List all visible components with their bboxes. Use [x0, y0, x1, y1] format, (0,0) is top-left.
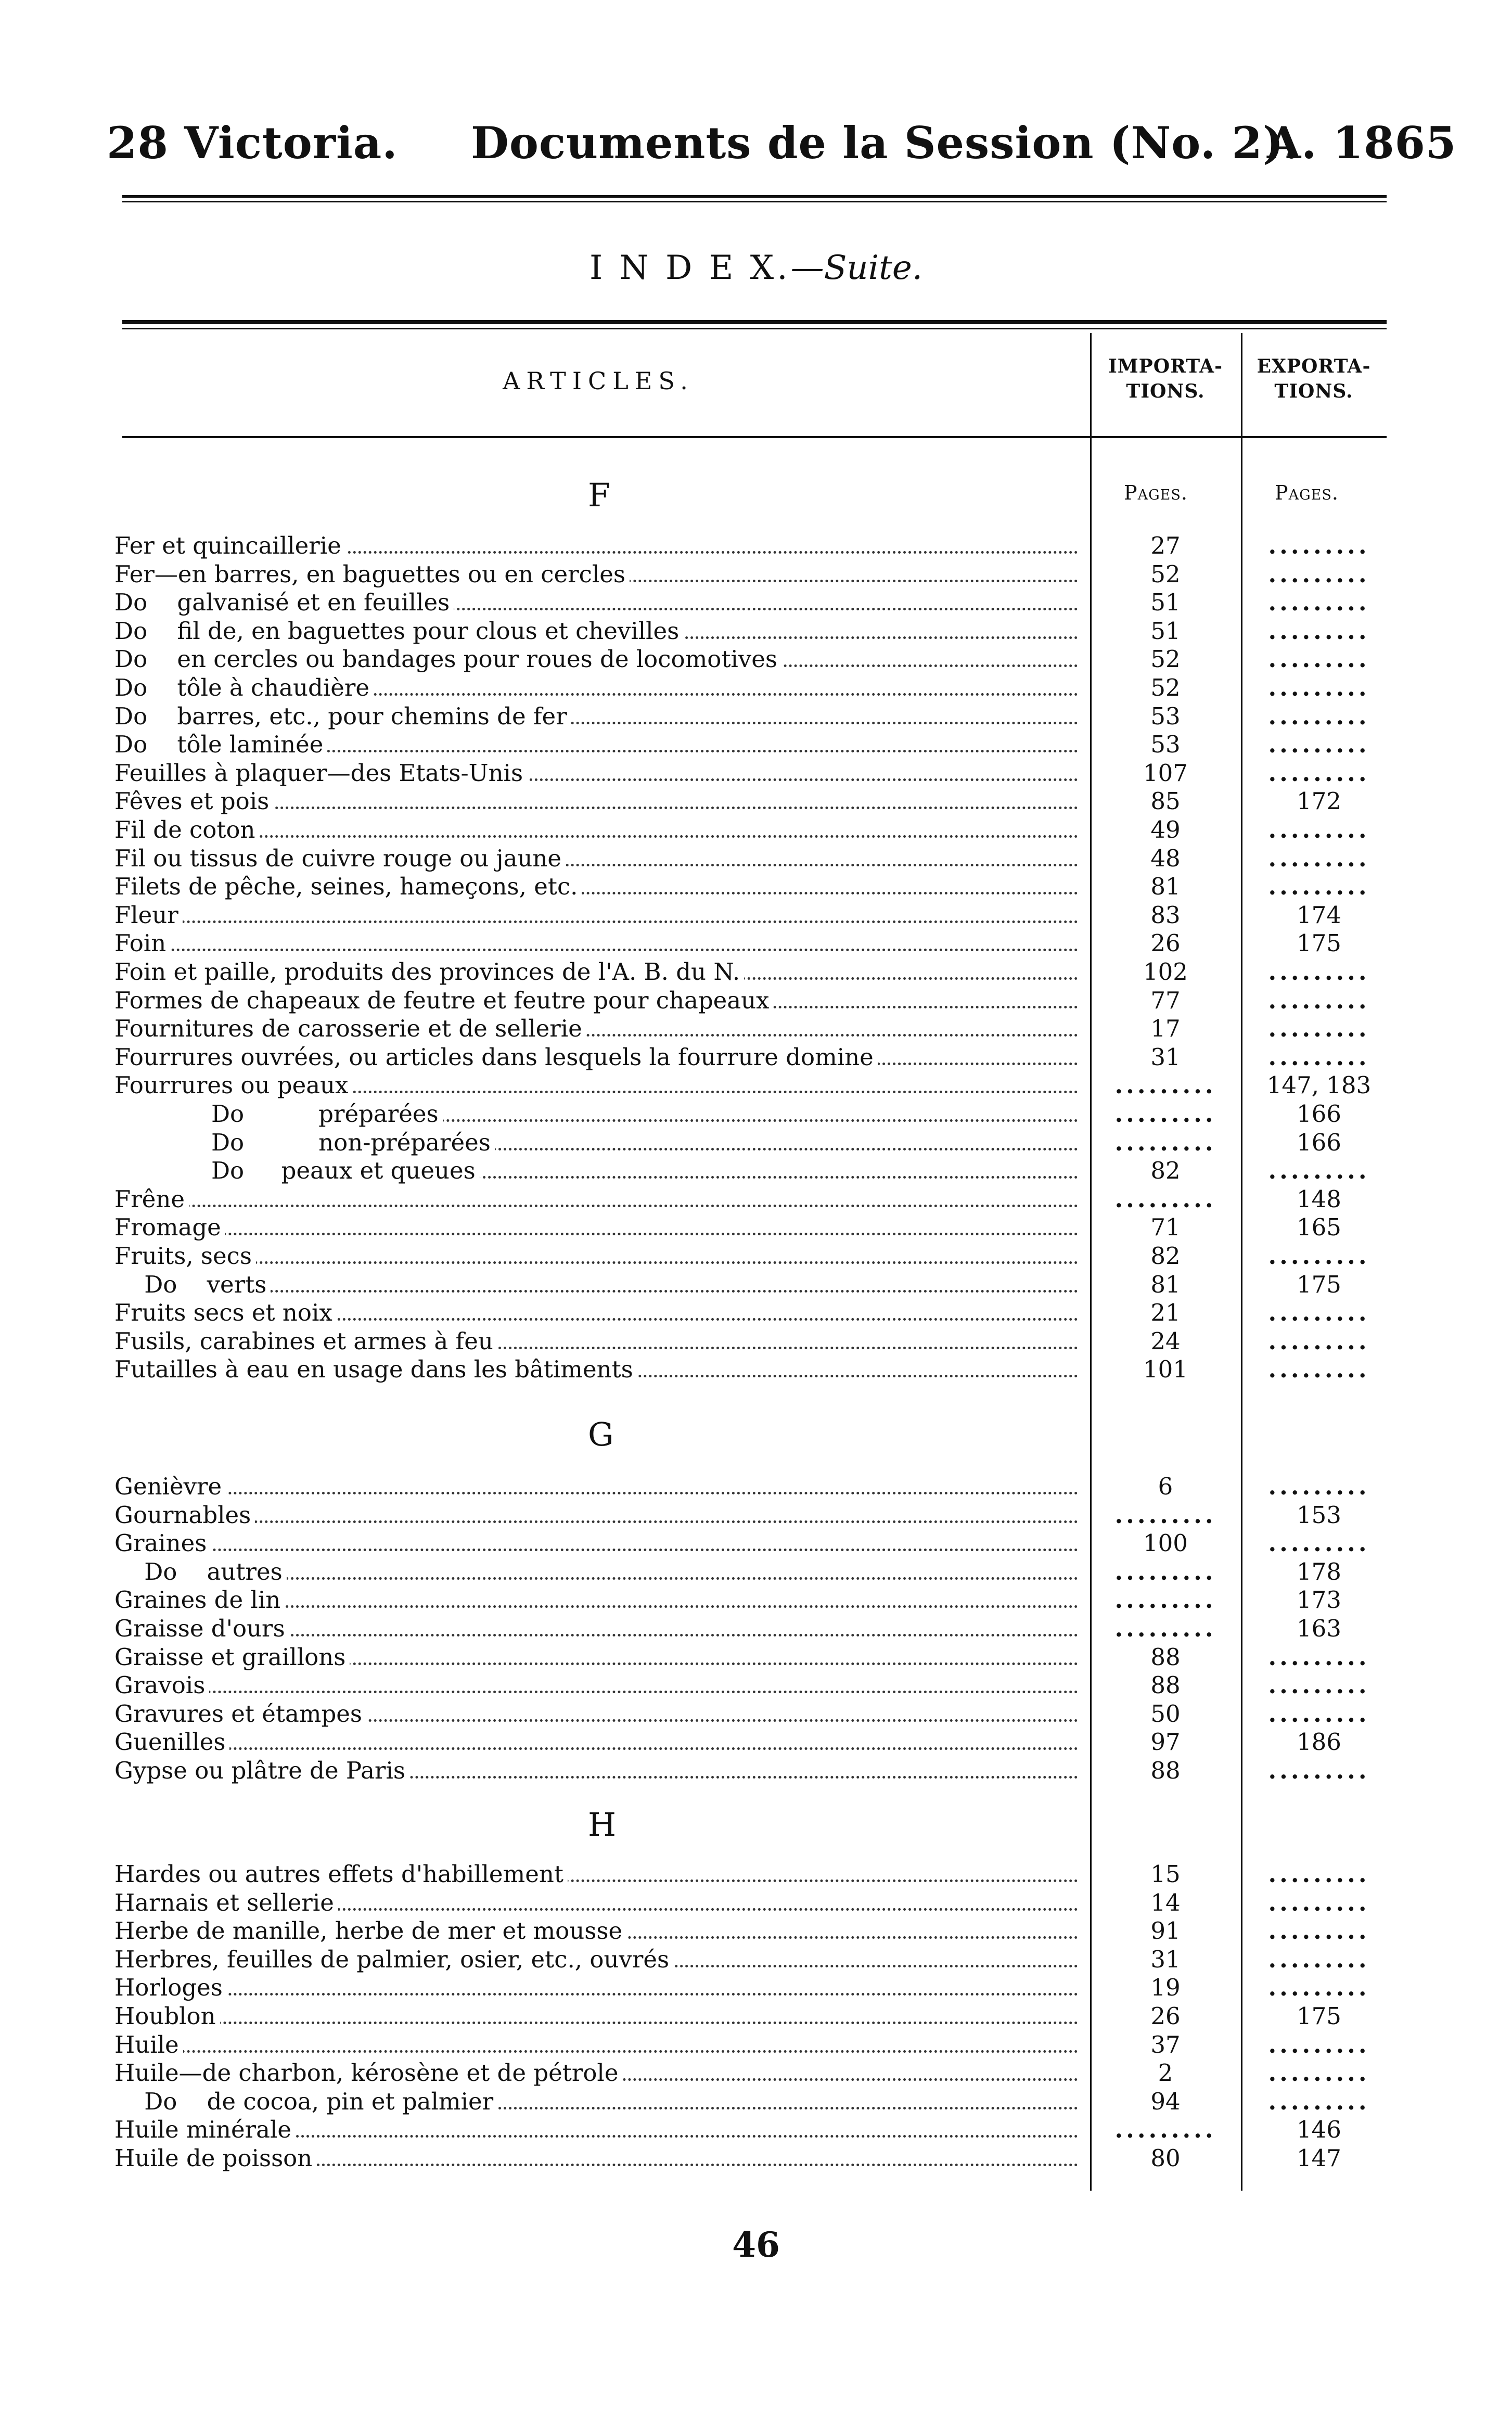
imports-header-line1: IMPORTA-	[1108, 355, 1223, 377]
article-name	[114, 1213, 1082, 1242]
article-name	[114, 2002, 1082, 2030]
exports-page: .........	[1268, 1157, 1370, 1185]
index-row	[114, 1129, 1394, 1157]
imports-page: 88	[1150, 1671, 1181, 1699]
imports-page: 97	[1150, 1728, 1181, 1756]
exports-page: .........	[1268, 1643, 1370, 1671]
imports-page: 88	[1150, 1757, 1181, 1784]
imports-page: 52	[1150, 674, 1181, 701]
column-header-rule	[122, 436, 1387, 438]
article-name-text: Harnais et sellerie	[114, 1889, 338, 1916]
index-row	[114, 532, 1394, 560]
imports-page: 21	[1150, 1299, 1181, 1327]
article-name-text: Fil de coton	[114, 816, 260, 843]
index-row	[114, 1071, 1394, 1099]
article-name	[114, 2144, 1082, 2172]
exports-page: 166	[1297, 1128, 1341, 1156]
exports-page: .........	[1268, 1015, 1370, 1043]
index-row	[114, 845, 1394, 873]
exports-page: .........	[1268, 873, 1370, 901]
exports-column-header	[1244, 354, 1384, 404]
index-row	[114, 645, 1394, 673]
article-name	[114, 1327, 1082, 1355]
exports-page: 175	[1297, 929, 1341, 957]
imports-page: .........	[1114, 1100, 1216, 1128]
exports-page: .........	[1268, 1043, 1370, 1071]
exports-page: .........	[1268, 1945, 1370, 1973]
index-row	[114, 1700, 1394, 1728]
article-name	[114, 2031, 1082, 2059]
article-name-text: Fer et quincaillerie	[114, 532, 345, 559]
exports-page: .........	[1268, 1355, 1370, 1384]
imports-page: 26	[1150, 2002, 1181, 2030]
article-name-text: Do verts	[114, 1271, 271, 1298]
article-name-text: Graines	[114, 1529, 211, 1557]
index-row	[114, 787, 1394, 815]
index-row	[114, 617, 1394, 645]
index-title	[0, 249, 1512, 287]
imports-page: 71	[1150, 1213, 1181, 1242]
exports-page: 186	[1297, 1728, 1341, 1756]
imports-page: .........	[1114, 1557, 1216, 1585]
article-name	[114, 731, 1082, 759]
article-name	[114, 1860, 1082, 1888]
imports-page: 100	[1143, 1529, 1188, 1557]
imports-page: 53	[1150, 702, 1181, 730]
index-row	[114, 674, 1394, 702]
index-row	[114, 2088, 1394, 2116]
index-row	[114, 1185, 1394, 1213]
index-row	[114, 2002, 1394, 2030]
imports-page: 83	[1150, 901, 1181, 929]
imports-page: 2	[1158, 2059, 1173, 2087]
index-row	[114, 958, 1394, 986]
imports-header-line2: TIONS.	[1126, 380, 1205, 402]
index-row	[114, 1157, 1394, 1185]
article-name	[114, 645, 1082, 673]
article-name-text: Do préparées	[114, 1100, 443, 1128]
article-name	[114, 2088, 1082, 2116]
exports-page: 175	[1297, 1270, 1341, 1298]
article-name-text: Guenilles	[114, 1728, 229, 1756]
imports-page: 80	[1150, 2144, 1181, 2172]
article-name-text: Herbres, feuilles de palmier, osier, etc., ouvrés	[114, 1946, 673, 1973]
exports-page: .........	[1268, 674, 1370, 701]
index-row	[114, 2144, 1394, 2172]
article-name	[114, 1728, 1082, 1756]
imports-page: .........	[1114, 2116, 1216, 2144]
article-name-text: Do de cocoa, pin et palmier	[114, 2088, 497, 2115]
article-name	[114, 1501, 1082, 1529]
index-row	[114, 1501, 1394, 1529]
article-name	[114, 560, 1082, 589]
imports-page: 52	[1150, 560, 1181, 588]
index-row	[114, 816, 1394, 844]
article-name-text: Do non-préparées	[114, 1129, 495, 1156]
exports-page: .........	[1268, 1327, 1370, 1355]
article-name	[114, 1671, 1082, 1699]
exports-page: .........	[1268, 589, 1370, 617]
page-number: 46	[732, 2224, 780, 2265]
exports-page: .........	[1268, 816, 1370, 843]
imports-page: 6	[1158, 1473, 1173, 1500]
index-row	[114, 901, 1394, 929]
article-name	[114, 674, 1082, 702]
exports-page: .........	[1268, 1299, 1370, 1327]
exports-page: .........	[1268, 2030, 1370, 2058]
article-name-text: Filets de pêche, seines, hameçons, etc.	[114, 873, 582, 900]
index-row	[114, 987, 1394, 1015]
table-top-rule-thin	[122, 328, 1387, 329]
index-row	[114, 702, 1394, 731]
article-name	[114, 1889, 1082, 1917]
article-name	[114, 787, 1082, 815]
index-row	[114, 1213, 1394, 1242]
table-top-rule	[122, 320, 1387, 324]
exports-page: .........	[1268, 532, 1370, 559]
article-name	[114, 1473, 1082, 1501]
imports-page: 26	[1150, 929, 1181, 957]
article-name-text: Huile de poisson	[114, 2144, 316, 2172]
index-row	[114, 1327, 1394, 1355]
exports-page: 146	[1297, 2116, 1341, 2144]
index-row	[114, 1728, 1394, 1756]
exports-page: .........	[1268, 1888, 1370, 1916]
article-name	[114, 1643, 1082, 1671]
imports-page: 27	[1150, 532, 1181, 559]
exports-page: 174	[1297, 901, 1341, 929]
exports-page: .........	[1268, 731, 1370, 759]
index-row	[114, 873, 1394, 901]
index-row	[114, 1015, 1394, 1043]
imports-page: 31	[1150, 1043, 1181, 1071]
article-name-text: Do fil de, en baguettes pour clous et chevilles	[114, 617, 683, 645]
article-name	[114, 987, 1082, 1015]
article-name	[114, 589, 1082, 617]
exports-page: .........	[1268, 1529, 1370, 1557]
article-name	[114, 1015, 1082, 1043]
article-name-text: Gravures et étampes	[114, 1700, 366, 1728]
article-name-text: Formes de chapeaux de feutre et feutre pour chapeaux	[114, 987, 773, 1014]
imports-page: .........	[1114, 1615, 1216, 1642]
index-row	[114, 1242, 1394, 1270]
index-row	[114, 1271, 1394, 1299]
article-name-text: Genièvre	[114, 1473, 226, 1500]
exports-page: .........	[1268, 1917, 1370, 1945]
header-rule-top	[122, 195, 1387, 198]
article-name	[114, 1242, 1082, 1270]
article-name	[114, 1757, 1082, 1785]
imports-page: 53	[1150, 731, 1181, 759]
exports-page: .........	[1268, 1242, 1370, 1270]
article-name-text: Fourrures ouvrées, ou articles dans lesquels la fourrure domine	[114, 1043, 878, 1071]
imports-pages-label: Pages.	[1124, 481, 1188, 504]
article-name-text: Frêne	[114, 1185, 189, 1213]
article-name	[114, 1615, 1082, 1643]
imports-page: .........	[1114, 1071, 1216, 1099]
imports-page: 102	[1143, 958, 1188, 986]
exports-page: 147, 183	[1266, 1071, 1372, 1099]
article-name-text: Graines de lin	[114, 1586, 285, 1614]
article-name-text: Gravois	[114, 1671, 209, 1699]
article-name	[114, 1157, 1082, 1185]
imports-page: 85	[1150, 787, 1181, 815]
header-year: A. 1865	[1267, 117, 1457, 169]
article-name-text: Fourrures ou peaux	[114, 1071, 352, 1099]
imports-page: .........	[1114, 1128, 1216, 1156]
article-name	[114, 1974, 1082, 2002]
exports-page: .........	[1268, 1699, 1370, 1728]
article-name-text: Fil ou tissus de cuivre rouge ou jaune	[114, 845, 566, 872]
index-row	[114, 2116, 1394, 2144]
article-name	[114, 816, 1082, 844]
article-name-text: Fruits, secs	[114, 1242, 256, 1270]
article-name-text: Futailles à eau en usage dans les bâtiments	[114, 1355, 637, 1383]
exports-page: 148	[1297, 1185, 1341, 1213]
index-row	[114, 1917, 1394, 1945]
article-name-text: Do en cercles ou bandages pour roues de locomotives	[114, 645, 781, 673]
exports-page: 172	[1297, 787, 1341, 815]
exports-page: .........	[1268, 617, 1370, 645]
imports-page: 52	[1150, 645, 1181, 673]
index-row	[114, 1473, 1394, 1501]
imports-page: 77	[1150, 986, 1181, 1014]
imports-page: 24	[1150, 1327, 1181, 1355]
article-name-text: Foin et paille, produits des provinces de l'A. B. du N.	[114, 958, 744, 986]
exports-page: 166	[1297, 1100, 1341, 1128]
imports-page: 50	[1150, 1699, 1181, 1728]
imports-page: 17	[1150, 1015, 1181, 1043]
exports-header-line1: EXPORTA-	[1257, 355, 1371, 377]
exports-page: .........	[1268, 986, 1370, 1014]
article-name-text: Foin	[114, 929, 170, 957]
article-name-text: Hardes ou autres effets d'habillement	[114, 1860, 568, 1888]
article-name	[114, 1100, 1082, 1128]
index-row	[114, 731, 1394, 759]
article-name-text: Herbe de manille, herbe de mer et mousse	[114, 1917, 626, 1945]
exports-page: .........	[1268, 759, 1370, 787]
index-row	[114, 1974, 1394, 2002]
exports-page: .........	[1268, 560, 1370, 588]
article-name-text: Graisse d'ours	[114, 1615, 289, 1642]
imports-page: 14	[1150, 1888, 1181, 1916]
article-name-text: Fruits secs et noix	[114, 1299, 337, 1326]
exports-header-line2: TIONS.	[1274, 380, 1353, 402]
article-name-text: Do barres, etc., pour chemins de fer	[114, 702, 571, 730]
imports-page: 101	[1143, 1355, 1188, 1384]
article-name	[114, 1129, 1082, 1157]
exports-page: .........	[1268, 958, 1370, 986]
article-name-text: Do tôle à chaudière	[114, 674, 374, 701]
imports-page: 15	[1150, 1860, 1181, 1888]
exports-page: .........	[1268, 1671, 1370, 1699]
imports-page: 49	[1150, 816, 1181, 843]
article-name	[114, 845, 1082, 873]
index-row	[114, 759, 1394, 787]
exports-page: .........	[1268, 1860, 1370, 1888]
imports-page: 51	[1150, 617, 1181, 645]
imports-page: .........	[1114, 1501, 1216, 1529]
exports-page: 147	[1297, 2144, 1341, 2172]
exports-page: .........	[1268, 645, 1370, 673]
exports-page: .........	[1268, 1974, 1370, 2002]
index-row	[114, 1889, 1394, 1917]
imports-page: 94	[1150, 2087, 1181, 2115]
imports-page: 81	[1150, 1270, 1181, 1298]
article-name	[114, 1185, 1082, 1213]
index-title-text: I N D E X.	[589, 249, 791, 287]
imports-page: 48	[1150, 844, 1181, 872]
article-name-text: Fournitures de carosserie et de sellerie	[114, 1015, 586, 1042]
article-name	[114, 929, 1082, 957]
imports-page: 81	[1150, 873, 1181, 901]
article-name	[114, 1558, 1082, 1586]
exports-page: 173	[1297, 1586, 1341, 1614]
imports-page: 31	[1150, 1945, 1181, 1973]
exports-page: .........	[1268, 2087, 1370, 2115]
article-name	[114, 1529, 1082, 1557]
article-name-text: Huile minérale	[114, 2116, 296, 2143]
article-name-text: Graisse et graillons	[114, 1643, 350, 1671]
article-name	[114, 1700, 1082, 1728]
imports-page: 37	[1150, 2030, 1181, 2058]
exports-page: 163	[1297, 1615, 1341, 1642]
article-name	[114, 759, 1082, 787]
exports-page: .........	[1268, 1473, 1370, 1500]
index-row	[114, 1299, 1394, 1327]
header-rule-bottom	[122, 201, 1387, 202]
article-name-text: Huile—de charbon, kérosène et de pétrole	[114, 2059, 622, 2087]
imports-page: 82	[1150, 1157, 1181, 1185]
article-name	[114, 1355, 1082, 1384]
article-name	[114, 532, 1082, 560]
article-name	[114, 1271, 1082, 1299]
header-session: 28 Victoria.	[107, 117, 398, 169]
section-letter-h: H	[588, 1806, 617, 1844]
imports-page: 107	[1143, 759, 1188, 787]
article-name	[114, 617, 1082, 645]
article-name-text: Feuilles à plaquer—des Etats-Unis	[114, 759, 527, 787]
index-row	[114, 1860, 1394, 1888]
article-name	[114, 873, 1082, 901]
article-name-text: Horloges	[114, 1974, 227, 2001]
index-row	[114, 560, 1394, 589]
index-row	[114, 2031, 1394, 2059]
article-name-text: Do autres	[114, 1558, 287, 1585]
exports-page: .........	[1268, 1757, 1370, 1784]
article-name-text: Fêves et pois	[114, 787, 273, 815]
article-name-text: Gournables	[114, 1501, 255, 1529]
imports-page: .........	[1114, 1586, 1216, 1614]
articles-column-header: ARTICLES.	[503, 367, 694, 395]
article-name-text: Fromage	[114, 1213, 225, 1241]
article-name-text: Do peaux et queues	[114, 1157, 480, 1184]
imports-page: 91	[1150, 1917, 1181, 1945]
index-row	[114, 1757, 1394, 1785]
imports-page: 88	[1150, 1643, 1181, 1671]
exports-page: .........	[1268, 702, 1370, 730]
article-name	[114, 958, 1082, 986]
article-name	[114, 1299, 1082, 1327]
article-name	[114, 2116, 1082, 2144]
article-name-text: Gypse ou plâtre de Paris	[114, 1757, 409, 1784]
article-name-text: Fusils, carabines et armes à feu	[114, 1327, 497, 1355]
exports-page: 165	[1297, 1213, 1341, 1242]
article-name	[114, 702, 1082, 731]
imports-page: 82	[1150, 1242, 1181, 1270]
index-row	[114, 1100, 1394, 1128]
imports-page: 19	[1150, 1974, 1181, 2002]
article-name	[114, 901, 1082, 929]
exports-page: .........	[1268, 844, 1370, 872]
index-row	[114, 1615, 1394, 1643]
header-documents: Documents de la Session (No. 2).	[471, 117, 1300, 169]
article-name	[114, 1586, 1082, 1614]
exports-page: 175	[1297, 2002, 1341, 2030]
index-row	[114, 929, 1394, 957]
article-name	[114, 1071, 1082, 1099]
article-name	[114, 1946, 1082, 1974]
section-letter-g: G	[588, 1415, 614, 1453]
exports-page: .........	[1268, 2059, 1370, 2087]
index-row	[114, 1671, 1394, 1699]
index-row	[114, 1355, 1394, 1384]
exports-page: 153	[1297, 1501, 1341, 1529]
index-row	[114, 1558, 1394, 1586]
index-row	[114, 2059, 1394, 2087]
index-row	[114, 1529, 1394, 1557]
article-name-text: Houblon	[114, 2002, 220, 2030]
article-name	[114, 2059, 1082, 2087]
article-name-text: Fer—en barres, en baguettes ou en cercles	[114, 560, 630, 588]
index-row	[114, 1586, 1394, 1614]
index-title-suffix: —Suite.	[790, 249, 923, 287]
article-name	[114, 1917, 1082, 1945]
article-name-text: Huile	[114, 2031, 183, 2058]
article-name-text: Fleur	[114, 901, 183, 929]
imports-page: .........	[1114, 1185, 1216, 1213]
article-name-text: Do galvanisé et en feuilles	[114, 589, 454, 616]
section-letter-f: F	[588, 476, 611, 514]
imports-column-header	[1098, 354, 1233, 404]
index-row	[114, 1643, 1394, 1671]
index-row	[114, 1946, 1394, 1974]
index-row	[114, 589, 1394, 617]
exports-pages-label: Pages.	[1275, 481, 1339, 504]
index-row	[114, 1043, 1394, 1071]
imports-page: 51	[1150, 589, 1181, 617]
article-name-text: Do tôle laminée	[114, 731, 327, 758]
exports-page: 178	[1297, 1557, 1341, 1585]
article-name	[114, 1043, 1082, 1071]
